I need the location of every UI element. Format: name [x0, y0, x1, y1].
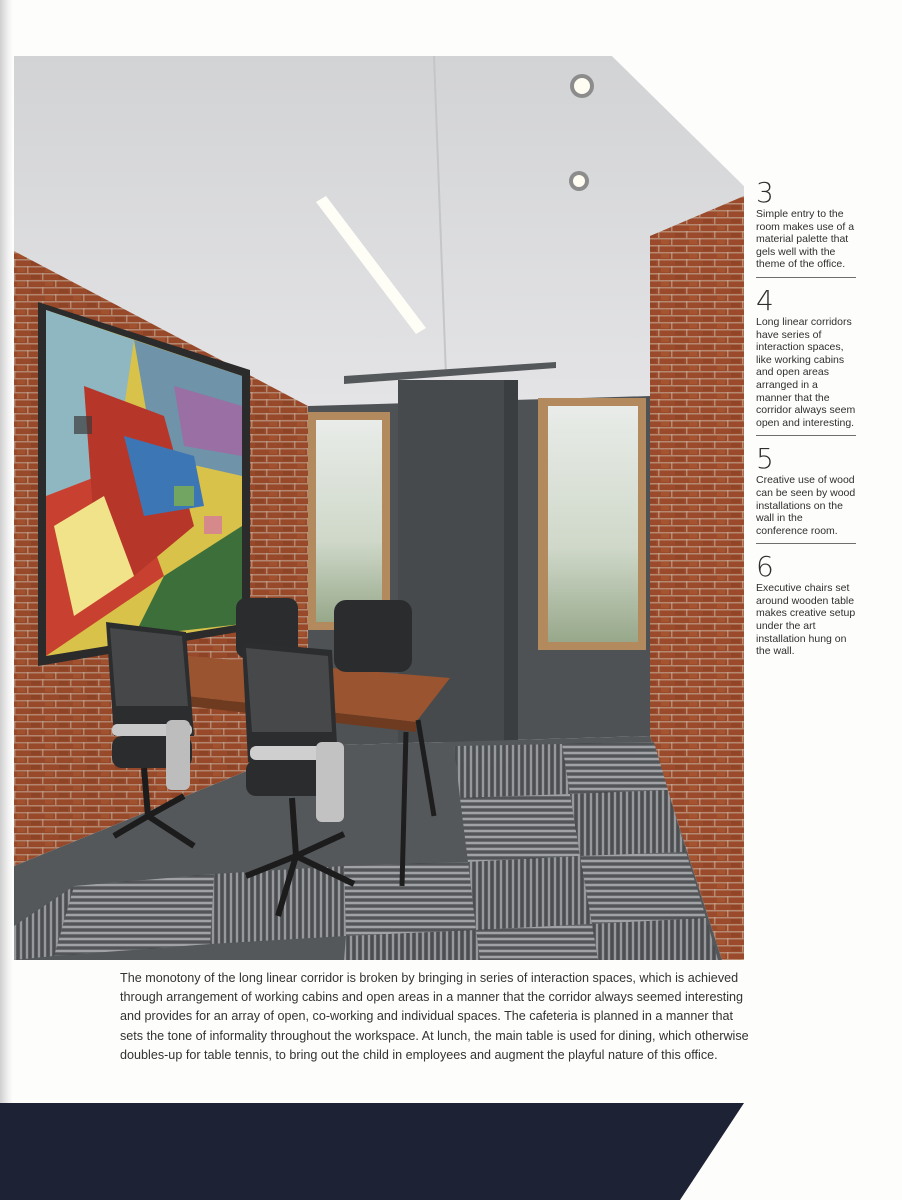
- caption-text: Long linear corridors have series of interaction spaces, like working cabins and open areas arranged in a manner that the corridor always seem open and interesting.: [756, 315, 856, 429]
- caption-text: Creative use of wood can be seen by wood installations on the wall in the conference room.: [756, 474, 856, 537]
- caption-number: 5: [756, 442, 773, 476]
- photo-number-label: 6: [741, 994, 751, 1012]
- caption-number: 6: [756, 550, 773, 584]
- caption-3: [756, 178, 856, 278]
- caption-text: Executive chairs set around wooden table makes creative setup under the art installation hung on the wall.: [756, 582, 856, 658]
- conference-room-photo: [14, 56, 751, 1012]
- caption-5: [756, 444, 856, 544]
- caption-text: Simple entry to the room makes use of a material palette that gels well with the theme of the office.: [756, 208, 855, 271]
- caption-number: 3: [756, 176, 773, 209]
- page-gutter-shadow: [0, 0, 12, 1200]
- navy-footer-band: [0, 1103, 902, 1200]
- article-body-text: The monotony of the long linear corridor is broken by bringing in series of interaction spaces, which is achieved through arrangement of working cabins and open areas in a manner that the corridor always seemed interesting and provides for an array of open, co-working and individual spaces. The cafeteria is planned in a manner that sets the tone of informality throughout the workspace. At lunch, the main table is used for dining, which otherwise doubles-up for table tennis, to bring out the child in employees and augment the playful nature of this office.: [120, 971, 749, 1062]
- caption-4: [756, 283, 856, 436]
- caption-6: [756, 552, 856, 664]
- caption-number: 4: [756, 283, 773, 317]
- photo-captions: [756, 178, 856, 672]
